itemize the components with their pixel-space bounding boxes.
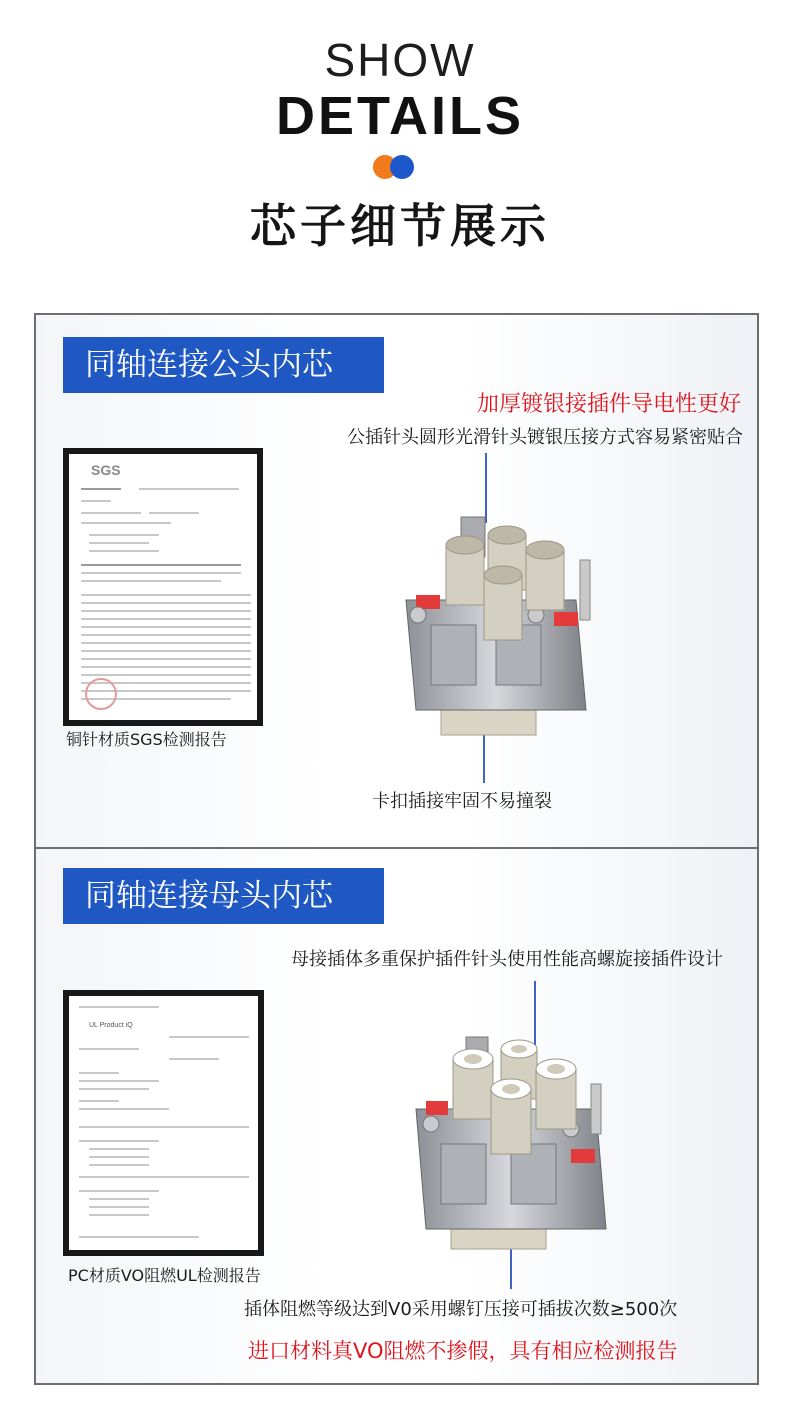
- accent-dots: [373, 155, 415, 179]
- male-core-badge: 同轴连接公头内芯: [63, 337, 384, 393]
- female-core-panel: [34, 847, 759, 1385]
- male-desc-text: 公插针头圆形光滑针头镀银压接方式容易紧密贴合: [347, 427, 743, 448]
- header-show: SHOW: [324, 34, 476, 86]
- female-desc-text: 母接插体多重保护插件针头使用性能高螺旋接插件设计: [291, 949, 723, 970]
- male-core-panel: [34, 313, 759, 849]
- male-bottom-note: 卡扣插接牢固不易撞裂: [372, 791, 552, 812]
- report-stamp: [85, 678, 117, 710]
- blue-dot: [390, 155, 414, 179]
- female-core-badge: 同轴连接母头内芯: [63, 868, 384, 924]
- female-highlight-text: 进口材料真VO阻燃不掺假，具有相应检测报告: [248, 1339, 678, 1363]
- header-details: DETAILS: [276, 86, 524, 146]
- female-connector-image: [391, 1029, 631, 1269]
- male-highlight-text: 加厚镀银接插件导电性更好: [476, 392, 741, 417]
- ul-report-image: [63, 990, 264, 1256]
- sgs-report-image: [63, 448, 263, 726]
- ul-title: UL Product iQ: [89, 1022, 133, 1029]
- male-connector-image: [376, 505, 616, 745]
- sgs-logo: SGS: [91, 462, 121, 478]
- ul-report-caption: PC材质VO阻燃UL检测报告: [68, 1266, 261, 1285]
- female-bottom-note: 插体阻燃等级达到V0采用螺钉压接可插拔次数≥500次: [244, 1299, 678, 1320]
- section-title: 芯子细节展示: [250, 199, 550, 253]
- sgs-report-caption: 铜针材质SGS检测报告: [66, 730, 227, 749]
